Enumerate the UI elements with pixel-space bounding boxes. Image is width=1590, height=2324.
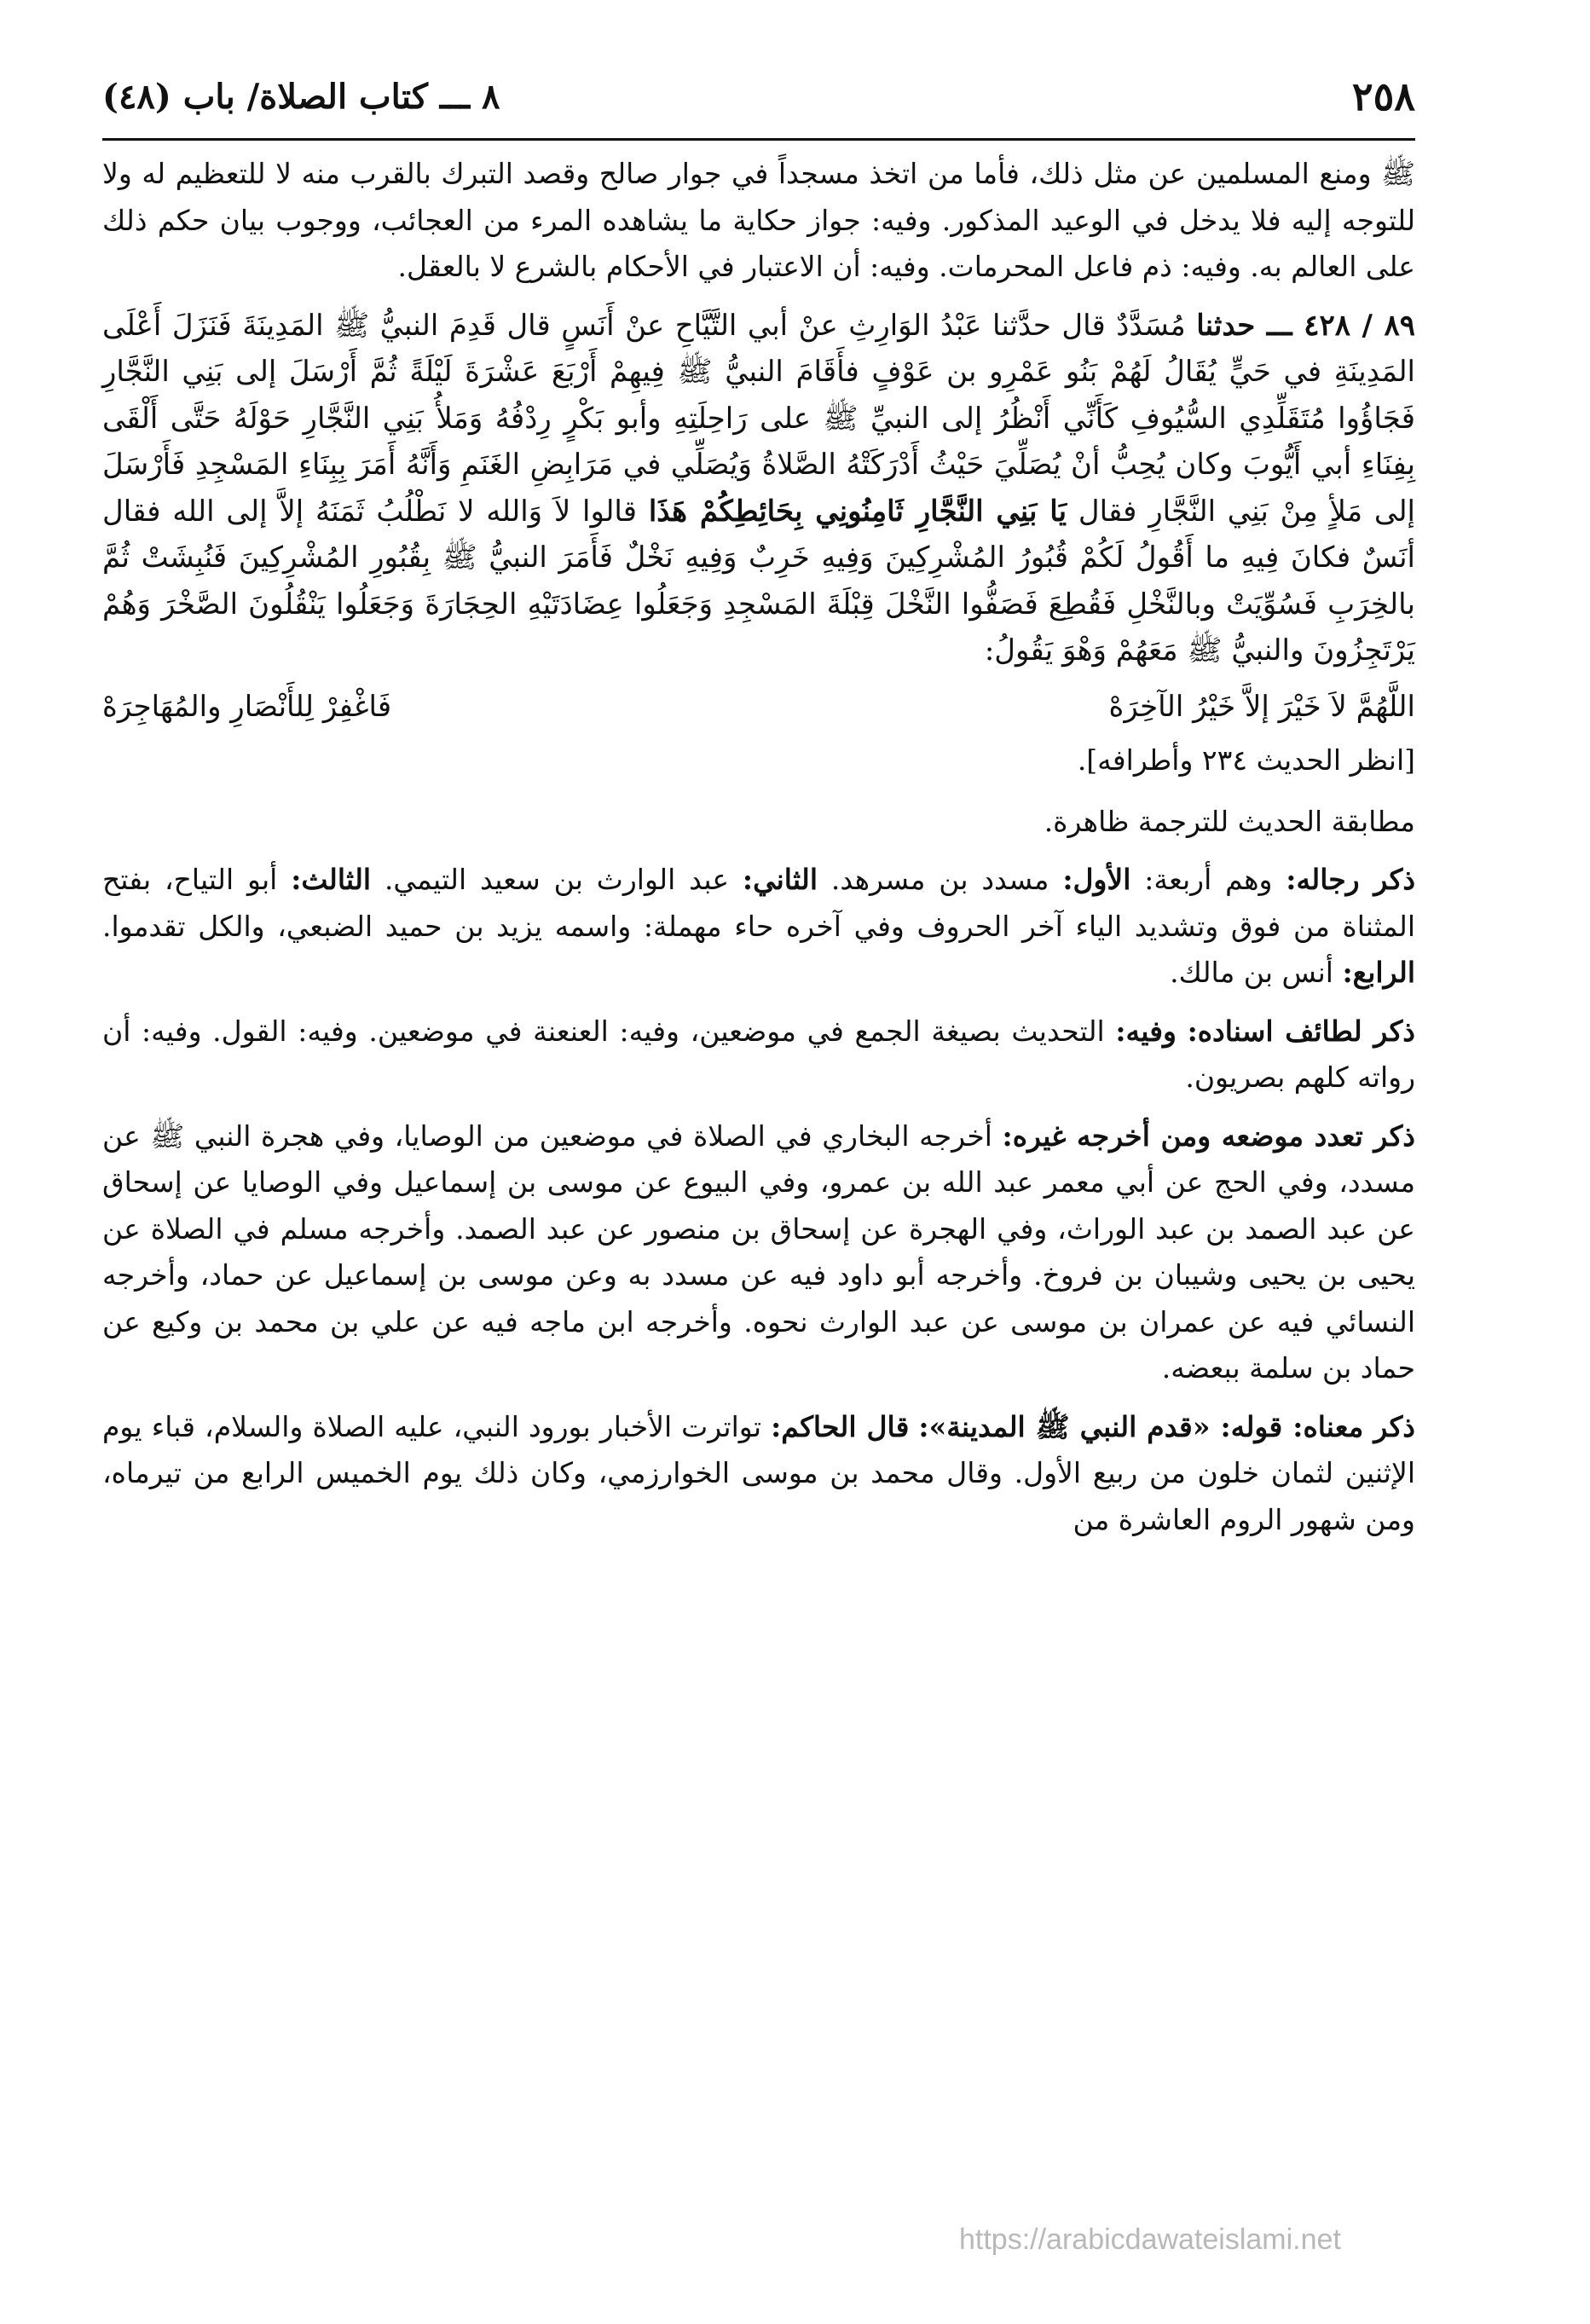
section-text: التحديث بصيغة الجمع في موضعين، وفيه: العنعنة في موضعين. وفيه: القول. وفيه: أن رواته كلهم بصريون.: [102, 1014, 1415, 1094]
section-narrators: [102, 857, 1415, 997]
header-rule: [102, 138, 1415, 141]
hadith-reference: [انظر الحديث ٢٣٤ وأطرافه].: [1077, 743, 1415, 777]
section-label: قال الحاكم:: [771, 1409, 910, 1443]
paragraph-commentary-continued: ﷺ ومنع المسلمين عن مثل ذلك، فأما من اتخذ مسجداً في جوار صالح وقصد التبرك بالقرب منه لا للتعظيم له ولا للتوجه إليه فلا يدخل في الوعيد المذكور. وفيه: جواز حكاية ما يشاهده المرء من العجائب، ووجوب بيان حكم ذلك على العالم به. وفيه: ذم فاعل المحرمات. وفيه: أن الاعتبار في الأحكام بالشرع لا بالعقل.: [102, 157, 1415, 283]
section-text: وهم أربعة:: [1144, 863, 1273, 896]
section-other-narrations: [102, 1113, 1415, 1392]
page-number: ٢٥٨: [1351, 73, 1415, 119]
hadith-number: ٨٩ / ٤٢٨ ـــ حدثنا: [1196, 308, 1416, 343]
section-heading: ذكر رجاله:: [1286, 863, 1416, 896]
verse-second-hemistich: فَاغْفِرْ لِلأَنْصَارِ والمُهَاجِرَهْ: [102, 689, 392, 724]
site-watermark: https://arabicdawateislami.net: [959, 2223, 1341, 2256]
verse-first-hemistich: اللَّهُمَّ لاَ خَيْرَ إلاَّ خَيْرُ الآخِرَهْ: [1108, 689, 1415, 724]
hadith-text: مُسَدَّدٌ قال حدَّثنا عَبْدُ الوَارِثِ عنْ أبي التَّيَّاحِ عنْ أَنَسٍ قال قَدِمَ النبيُّ ﷺ المَدِينَةَ فَنَزَلَ أَعْلَى المَدِينَةِ في حَيٍّ يُقَالُ لَهُمْ بَنُو عَمْرِو بن عَوْفٍ فأَقَامَ النبيُّ ﷺ فِيهِمْ أَرْبَعَ عَشْرَةَ لَيْلَةً ثُمَّ أَرْسَلَ إلى بَنِي النَّجَّارِ فَجَاؤُوا مُتَقَلِّدِي السُّيُوفِ كَأَنِّي أَنْظُرُ إلى النبيِّ ﷺ على رَاحِلَتِهِ وأبو بَكْرٍ رِدْفُهُ وَمَلأُ بَنِي النَّجَّارِ حَوْلَهُ حَتَّى أَلْقَى بِفِنَاءِ أبي أَيُّوبَ وكان يُحِبُّ أنْ يُصَلِّيَ حَيْثُ أَدْرَكَتْهُ الصَّلاةُ وَيُصَلِّي في مَرَابِضِ الغَنَمِ وَأَنَّهُ أَمَرَ بِبِنَاءِ المَسْجِدِ فَأَرْسَلَ إلى مَلأٍ مِنْ بَنِي النَّجَّارِ فقال: [102, 308, 1416, 529]
section-heading: ذكر معناه: قوله: «قدم النبي ﷺ المدينة»:: [918, 1409, 1415, 1443]
narrator-label-fourth: الرابع:: [1342, 956, 1415, 989]
running-head: ٨ ـــ كتاب الصلاة/ باب (٤٨): [102, 76, 500, 117]
section-label: وفيه:: [1115, 1014, 1177, 1048]
section-heading: ذكر تعدد موضعه ومن أخرجه غيره:: [1002, 1119, 1415, 1153]
section-heading: ذكر لطائف اسناده:: [1187, 1014, 1415, 1048]
section-text: أبو التياح، بفتح المثناة من فوق وتشديد الياء آخر الحروف وفي آخره حاء مهملة: واسمه يزيد بن حميد الضبعي، والكل تقدموا.: [102, 863, 1415, 943]
narrator-label-second: الثاني:: [742, 863, 818, 896]
hadith-paragraph: [102, 303, 1415, 674]
narrator-label-third: الثالث:: [291, 863, 372, 896]
section-isnad-subtleties: [102, 1009, 1415, 1101]
narrator-label-first: الأول:: [1062, 863, 1131, 896]
section-meaning: [102, 1404, 1415, 1544]
section-text: تواترت الأخبار بورود النبي، عليه الصلاة والسلام، قباء يوم الإثنين لثمان خلون من ربيع الأول. وقال محمد بن موسى الخوارزمي، وكان ذلك يوم الخميس الرابع من تيرماه، ومن شهور الروم العاشرة من: [102, 1409, 1415, 1536]
verse-couplet: [102, 674, 1415, 729]
hadith-text-continued: قالوا لاَ وَالله لا نَطْلُبُ ثَمَنَهُ إلاَّ إلى الله فقال أنَسٌ فكانَ فِيهِ ما أَقُولُ لَكُمْ قُبُورُ المُشْرِكِينَ وَفِيهِ خَرِبٌ وَفِيهِ نَخْلٌ فَأَمَرَ النبيُّ ﷺ بِقُبُورِ المُشْرِكِينَ فَنُبِشَتْ ثُمَّ بالخِرَبِ فَسُوِّيَتْ وبالنَّخْلِ فَقُطِعَ فَصَفُّوا النَّخْلَ قِبْلَةَ المَسْجِدِ وَجَعَلُوا عِضَادَتَيْهِ الحِجَارَةَ وَجَعَلُوا يَنْقُلُونَ الصَّخْرَ وَهُمْ يَرْتَجِزُونَ والنبيُّ ﷺ مَعَهُمْ وَهْوَ يَقُولُ:: [102, 494, 1415, 668]
hadith-bold-phrase: يَا بَنِي النَّجَّارِ ثَامِنُونِي بِحَائِطِكُمْ هَذَا: [648, 494, 1067, 529]
title-correspondence-note: مطابقة الحديث للترجمة ظاهرة.: [1044, 804, 1415, 838]
page-header: [102, 66, 1415, 126]
section-text: أخرجه البخاري في الصلاة في موضعين من الوصايا، وفي هجرة النبي ﷺ عن مسدد، وفي الحج عن أبي معمر عبد الله بن عمرو، وفي البيوع عن موسى بن إسماعيل وفي الوصايا عن إسحاق عن عبد الصمد بن عبد الوراث، وفي الهجرة عن إسحاق بن منصور عن عبد الصمد. وأخرجه مسلم في الصلاة عن يحيى بن يحيى وشيبان بن فروخ. وأخرجه أبو داود فيه عن مسدد به وعن موسى بن إسماعيل عن حماد، وأخرجه النسائي فيه عن عمران بن موسى عن عبد الوارث نحوه. وأخرجه ابن ماجه فيه عن علي بن محمد بن وكيع عن حماد بن سلمة ببعضه.: [102, 1119, 1415, 1385]
section-text: عبد الوارث بن سعيد التيمي.: [384, 863, 730, 896]
section-text: أنس بن مالك.: [1170, 956, 1333, 989]
book-page: [102, 66, 1415, 2283]
section-text: مسدد بن مسرهد.: [830, 863, 1049, 896]
